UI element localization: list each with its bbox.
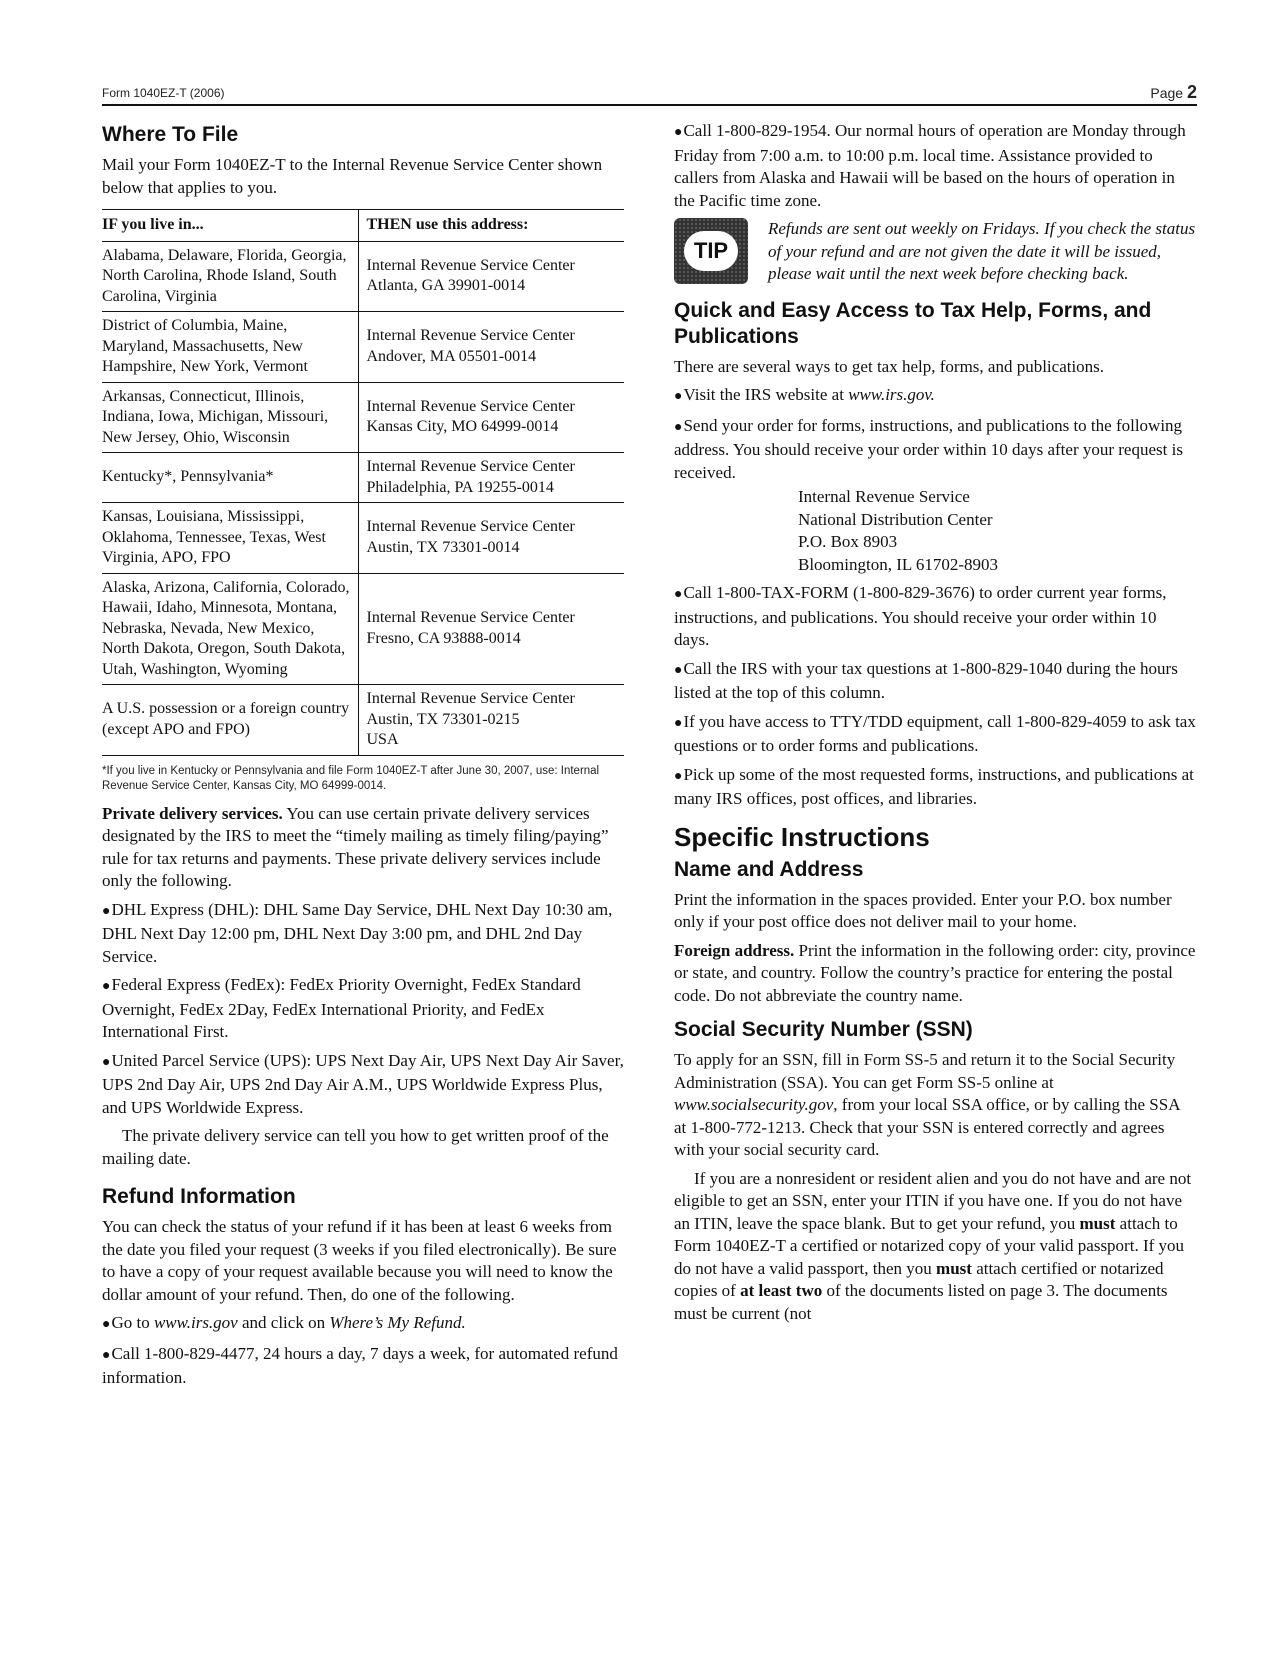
refund-info-title: Refund Information bbox=[102, 1185, 296, 1208]
states-cell: Kentucky*, Pennsylvania* bbox=[102, 453, 358, 503]
bullet-icon: ● bbox=[674, 715, 683, 731]
foreign-address-paragraph: Foreign address. Print the information in the following order: city, province or state, and country. Follow the country’s practice for entering the postal code. Do not abbreviate the country name. bbox=[674, 940, 1196, 1005]
bullet-icon: ● bbox=[674, 125, 683, 140]
itin-paragraph: If you are a nonresident or resident alien and you do not have and are not eligible to get an SSN, enter your ITIN if you have one. If you do not have an ITIN, leave the space blank. But to get your refund, you must attach to Form 1040EZ-T a certified or notarized copy of your valid passport. If you do not have a valid passport, then you must attach certified or notarized copies of at least two of the documents listed on page 3. The documents must be current (not bbox=[674, 1168, 1192, 1323]
bullet-icon: ● bbox=[102, 1054, 111, 1070]
list-item: ●Send your order for forms, instructions, and publications to the following address. You should receive your order within 10 days after your request is received. bbox=[674, 415, 1183, 482]
address-cell: Internal Revenue Service Center Philadelphia, PA 19255-0014 bbox=[358, 453, 624, 503]
tip-box bbox=[674, 218, 1196, 286]
list-item: ●Call the IRS with your tax questions at 1-800-829-1040 during the hours listed at the top of this column. bbox=[674, 658, 1178, 702]
private-delivery-closing: The private delivery service can tell you how to get written proof of the mailing date. bbox=[102, 1126, 609, 1168]
address-cell: Internal Revenue Service Center Andover, MA 05501-0014 bbox=[358, 312, 624, 383]
states-cell: A U.S. possession or a foreign country (except APO and FPO) bbox=[102, 685, 358, 756]
ssa-website-link[interactable]: www.socialsecurity.gov bbox=[674, 1095, 834, 1114]
list-item: ●Federal Express (FedEx): FedEx Priority Overnight, FedEx Standard Overnight, FedEx 2Day, FedEx International Priority, and FedEx International First. bbox=[102, 975, 581, 1041]
address-cell: Internal Revenue Service Center Atlanta, GA 39901-0014 bbox=[358, 241, 624, 312]
table-row bbox=[102, 453, 624, 503]
list-item: ●Visit the IRS website at www.irs.gov. bbox=[674, 385, 935, 404]
list-item: ●Go to www.irs.gov and click on Where’s My Refund. bbox=[102, 1313, 466, 1332]
name-address-text: Print the information in the spaces provided. Enter your P.O. box number only if your post office does not deliver mail to your home. bbox=[674, 889, 1172, 931]
quick-access-title: Quick and Easy Access to Tax Help, Forms, and Publications bbox=[674, 298, 1152, 348]
where-to-file-intro: Mail your Form 1040EZ-T to the Internal Revenue Service Center shown below that applies to you. bbox=[102, 155, 603, 197]
left-column bbox=[102, 120, 624, 1396]
bullet-icon: ● bbox=[674, 587, 683, 602]
list-item: ●If you have access to TTY/TDD equipment, call 1-800-829-4059 to ask tax questions or to order forms and publications. bbox=[674, 711, 1196, 755]
col-header-address: THEN use this address: bbox=[358, 210, 624, 242]
specific-instructions-title: Specific Instructions bbox=[674, 821, 930, 852]
name-address-title: Name and Address bbox=[674, 857, 864, 881]
wheres-my-refund-link[interactable]: Where’s My Refund. bbox=[329, 1313, 466, 1332]
tip-icon: TIP bbox=[674, 218, 748, 284]
bullet-icon: ● bbox=[102, 1317, 111, 1332]
bullet-icon: ● bbox=[674, 389, 683, 404]
table-row bbox=[102, 382, 624, 453]
page-number bbox=[1150, 82, 1197, 103]
address-cell: Internal Revenue Service Center Kansas City, MO 64999-0014 bbox=[358, 382, 624, 453]
page-label: Page bbox=[1150, 85, 1184, 101]
bullet-icon: ● bbox=[674, 768, 683, 784]
table-row bbox=[102, 685, 624, 756]
ssn-title: Social Security Number (SSN) bbox=[674, 1018, 973, 1041]
irs-website-link[interactable]: www.irs.gov bbox=[153, 1313, 238, 1332]
bullet-icon: ● bbox=[102, 979, 111, 994]
states-cell: District of Columbia, Maine, Maryland, Massachusetts, New Hampshire, New York, Vermont bbox=[102, 312, 358, 383]
table-row bbox=[102, 312, 624, 383]
bullet-icon: ● bbox=[674, 662, 683, 678]
bullet-icon: ● bbox=[102, 903, 111, 919]
where-to-file-title: Where To File bbox=[102, 123, 239, 146]
irs-website-link[interactable]: www.irs.gov. bbox=[848, 385, 935, 404]
page-num: 2 bbox=[1186, 82, 1197, 102]
table-row bbox=[102, 241, 624, 312]
table-footnote: *If you live in Kentucky or Pennsylvania and file Form 1040EZ-T after June 30, 2007, use: Internal Revenue Service Center, Kansas City, MO 64999-0014. bbox=[102, 764, 600, 792]
states-cell: Alabama, Delaware, Florida, Georgia, North Carolina, Rhode Island, South Carolina, Virginia bbox=[102, 241, 358, 312]
states-cell: Alaska, Arizona, California, Colorado, Hawaii, Idaho, Minnesota, Montana, Nebraska, Nevada, New Mexico, North Dakota, Oregon, South Dakota, Utah, Washington, Wyoming bbox=[102, 573, 358, 685]
tip-text: Refunds are sent out weekly on Fridays. If you check the status of your refund and are not given the date it will be issued, please wait until the next week before checking back. bbox=[768, 219, 1196, 283]
mailing-address: Internal Revenue Service National Distribution Center P.O. Box 8903 Bloomington, IL 61702-8903 bbox=[798, 487, 999, 574]
private-delivery-paragraph: Private delivery services. You can use certain private delivery services designated by the IRS to meet the “timely mailing as timely filing/paying” rule for tax returns and payments. These private delivery services include only the following. bbox=[102, 803, 609, 890]
right-column bbox=[674, 120, 1196, 1331]
header-rule bbox=[102, 104, 1197, 106]
list-item: ●Call 1-800-829-1954. Our normal hours of operation are Monday through Friday from 7:00 a.m. to 10:00 p.m. local time. Assistance provided to callers from Alaska and Hawaii will be based on the hours of operation in the Pacific time zone. bbox=[674, 121, 1186, 210]
bullet-icon: ● bbox=[102, 1347, 111, 1363]
address-cell: Internal Revenue Service Center Austin, TX 73301-0014 bbox=[358, 503, 624, 574]
states-cell: Arkansas, Connecticut, Illinois, Indiana, Iowa, Michigan, Missouri, New Jersey, Ohio, Wisconsin bbox=[102, 382, 358, 453]
list-item: ●Call 1-800-TAX-FORM (1-800-829-3676) to order current year forms, instructions, and publications. You should receive your order within 10 days. bbox=[674, 583, 1167, 649]
ssn-paragraph: To apply for an SSN, fill in Form SS-5 and return it to the Social Security Administration (SSA). You can get Form SS-5 online at www.socialsecurity.gov, from your local SSA office, or by calling the SSA at 1-800-772-1213. Check that your SSN is entered correctly and agrees with your social security card. bbox=[674, 1050, 1180, 1159]
address-cell: Internal Revenue Service Center Fresno, CA 93888-0014 bbox=[358, 573, 624, 685]
col-header-state: IF you live in... bbox=[102, 210, 358, 242]
list-item: ●Call 1-800-829-4477, 24 hours a day, 7 days a week, for automated refund information. bbox=[102, 1343, 618, 1387]
list-item: ●United Parcel Service (UPS): UPS Next Day Air, UPS Next Day Air Saver, UPS 2nd Day Air, UPS 2nd Day Air A.M., UPS Worldwide Express Plus, and UPS Worldwide Express. bbox=[102, 1050, 624, 1117]
address-table bbox=[102, 209, 624, 756]
list-item: ●Pick up some of the most requested forms, instructions, and publications at many IRS offices, post offices, and libraries. bbox=[674, 764, 1194, 808]
list-item: ●DHL Express (DHL): DHL Same Day Service, DHL Next Day 10:30 am, DHL Next Day 12:00 pm, DHL Next Day 3:00 pm, and DHL 2nd Day Service. bbox=[102, 899, 613, 966]
refund-intro: You can check the status of your refund if it has been at least 6 weeks from the date you filed your request (3 weeks if you filed electronically). Be sure to have a copy of your request available because you will need to know the dollar amount of your refund. Then, do one of the following. bbox=[102, 1217, 617, 1304]
address-cell: Internal Revenue Service Center Austin, TX 73301-0215 USA bbox=[358, 685, 624, 756]
table-row bbox=[102, 503, 624, 574]
quick-access-intro: There are several ways to get tax help, forms, and publications. bbox=[674, 356, 1105, 376]
states-cell: Kansas, Louisiana, Mississippi, Oklahoma, Tennessee, Texas, West Virginia, APO, FPO bbox=[102, 503, 358, 574]
table-row bbox=[102, 573, 624, 685]
form-id: Form 1040EZ-T (2006) bbox=[102, 86, 225, 100]
bullet-icon: ● bbox=[674, 419, 683, 435]
